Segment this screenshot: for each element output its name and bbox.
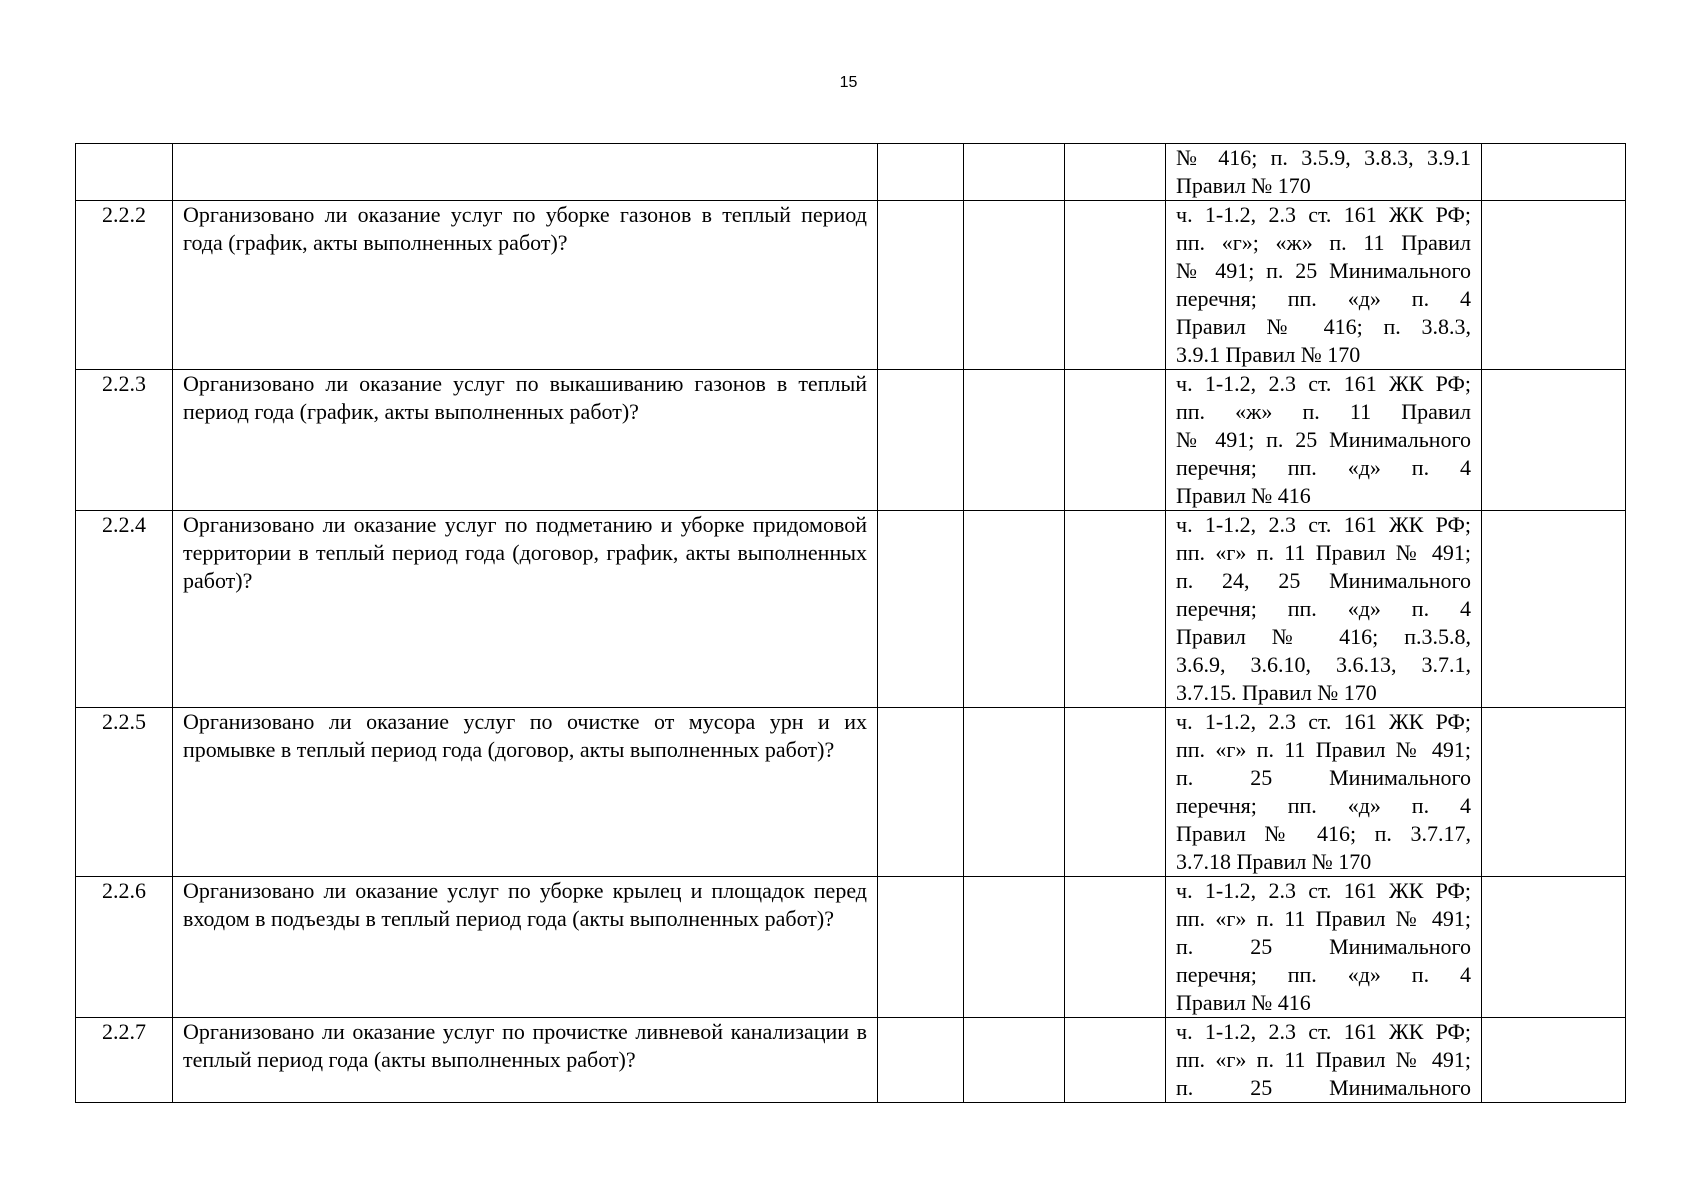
legal-basis-line: Правил № 170 — [1176, 173, 1311, 198]
empty-cell — [1482, 1018, 1626, 1103]
legal-basis-line: ч. 1-1.2, 2.3 ст. 161 ЖК РФ; — [1176, 202, 1471, 227]
empty-cell — [878, 708, 964, 877]
legal-basis-line: п. 24, 25 Минимального — [1176, 568, 1471, 593]
legal-basis-line: Правил № 416; п. 3.8.3, — [1176, 314, 1471, 339]
table-row — [76, 877, 1626, 1018]
legal-basis-line: ч. 1-1.2, 2.3 ст. 161 ЖК РФ; — [1176, 512, 1471, 537]
legal-basis — [1166, 511, 1482, 708]
empty-cell — [878, 1018, 964, 1103]
legal-basis-line: пп. «г» п. 11 Правил № 491; — [1176, 737, 1471, 762]
table-row — [76, 1018, 1626, 1103]
legal-basis-line: перечня; пп. «д» п. 4 — [1176, 962, 1471, 987]
empty-cell — [878, 511, 964, 708]
legal-basis-line: п. 25 Минимального — [1176, 1075, 1471, 1100]
legal-basis — [1166, 1018, 1482, 1103]
row-number: 2.2.3 — [76, 370, 173, 511]
legal-basis-line: ч. 1-1.2, 2.3 ст. 161 ЖК РФ; — [1176, 371, 1471, 396]
row-number: 2.2.6 — [76, 877, 173, 1018]
row-number: 2.2.2 — [76, 201, 173, 370]
empty-cell — [964, 144, 1065, 201]
question-text: Организовано ли оказание услуг по очистке от мусора урн и их промывке в теплый период года (договор, акты выполненных работ)? — [173, 708, 878, 877]
legal-basis-line: пп. «г» п. 11 Правил № 491; — [1176, 1047, 1471, 1072]
legal-basis — [1166, 877, 1482, 1018]
legal-basis-line: пп. «ж» п. 11 Правил — [1176, 399, 1471, 424]
table-row — [76, 708, 1626, 877]
legal-basis-line: пп. «г»; «ж» п. 11 Правил — [1176, 230, 1471, 255]
question-text — [173, 144, 878, 201]
legal-basis-line: ч. 1-1.2, 2.3 ст. 161 ЖК РФ; — [1176, 878, 1471, 903]
empty-cell — [964, 1018, 1065, 1103]
empty-cell — [1065, 511, 1166, 708]
legal-basis-line: № 491; п. 25 Минимального — [1176, 427, 1471, 452]
legal-basis — [1166, 708, 1482, 877]
empty-cell — [1482, 877, 1626, 1018]
empty-cell — [964, 511, 1065, 708]
empty-cell — [1482, 511, 1626, 708]
legal-basis-line: пп. «г» п. 11 Правил № 491; — [1176, 540, 1471, 565]
legal-basis-line: Правил № 416; п.3.5.8, — [1176, 624, 1471, 649]
legal-basis — [1166, 201, 1482, 370]
legal-basis-line: 3.6.9, 3.6.10, 3.6.13, 3.7.1, — [1176, 652, 1471, 677]
legal-basis-line: № 491; п. 25 Минимального — [1176, 258, 1471, 283]
legal-basis-line: 3.7.15. Правил № 170 — [1176, 680, 1377, 705]
empty-cell — [1065, 201, 1166, 370]
legal-basis-line: перечня; пп. «д» п. 4 — [1176, 596, 1471, 621]
table-row — [76, 511, 1626, 708]
empty-cell — [1482, 201, 1626, 370]
empty-cell — [878, 144, 964, 201]
empty-cell — [1065, 1018, 1166, 1103]
question-text: Организовано ли оказание услуг по прочистке ливневой канализации в теплый период года (акты выполненных работ)? — [173, 1018, 878, 1103]
empty-cell — [1065, 144, 1166, 201]
empty-cell — [1065, 708, 1166, 877]
empty-cell — [1482, 370, 1626, 511]
empty-cell — [878, 877, 964, 1018]
empty-cell — [964, 370, 1065, 511]
row-number — [76, 144, 173, 201]
question-text: Организовано ли оказание услуг по уборке газонов в теплый период года (график, акты выполненных работ)? — [173, 201, 878, 370]
page-number: 15 — [839, 74, 858, 91]
empty-cell — [964, 201, 1065, 370]
row-number: 2.2.7 — [76, 1018, 173, 1103]
legal-basis-line: ч. 1-1.2, 2.3 ст. 161 ЖК РФ; — [1176, 1019, 1471, 1044]
legal-basis-line: перечня; пп. «д» п. 4 — [1176, 286, 1471, 311]
legal-basis-line: п. 25 Минимального — [1176, 765, 1471, 790]
legal-basis-line: 3.9.1 Правил № 170 — [1176, 342, 1361, 367]
table-row — [76, 201, 1626, 370]
legal-basis-line: Правил № 416; п. 3.7.17, — [1176, 821, 1471, 846]
legal-basis-line: № 416; п. 3.5.9, 3.8.3, 3.9.1 — [1176, 145, 1471, 170]
empty-cell — [878, 370, 964, 511]
empty-cell — [1482, 144, 1626, 201]
checklist-table — [75, 143, 1626, 1103]
legal-basis-line: Правил № 416 — [1176, 990, 1311, 1015]
legal-basis — [1166, 370, 1482, 511]
question-text: Организовано ли оказание услуг по выкашиванию газонов в теплый период года (график, акты выполненных работ)? — [173, 370, 878, 511]
table-row — [76, 144, 1626, 201]
question-text: Организовано ли оказание услуг по подметанию и уборке придомовой территории в теплый период года (договор, график, акты выполненных работ)? — [173, 511, 878, 708]
empty-cell — [1065, 877, 1166, 1018]
legal-basis-line: п. 25 Минимального — [1176, 934, 1471, 959]
empty-cell — [878, 201, 964, 370]
row-number: 2.2.4 — [76, 511, 173, 708]
table-row — [76, 370, 1626, 511]
empty-cell — [964, 708, 1065, 877]
legal-basis-line: пп. «г» п. 11 Правил № 491; — [1176, 906, 1471, 931]
row-number: 2.2.5 — [76, 708, 173, 877]
empty-cell — [1482, 708, 1626, 877]
empty-cell — [1065, 370, 1166, 511]
legal-basis-line: Правил № 416 — [1176, 483, 1311, 508]
empty-cell — [964, 877, 1065, 1018]
legal-basis-line: перечня; пп. «д» п. 4 — [1176, 793, 1471, 818]
legal-basis-line: ч. 1-1.2, 2.3 ст. 161 ЖК РФ; — [1176, 709, 1471, 734]
question-text: Организовано ли оказание услуг по уборке крылец и площадок перед входом в подъезды в теплый период года (акты выполненных работ)? — [173, 877, 878, 1018]
legal-basis-line: перечня; пп. «д» п. 4 — [1176, 455, 1471, 480]
legal-basis — [1166, 144, 1482, 201]
legal-basis-line: 3.7.18 Правил № 170 — [1176, 849, 1372, 874]
